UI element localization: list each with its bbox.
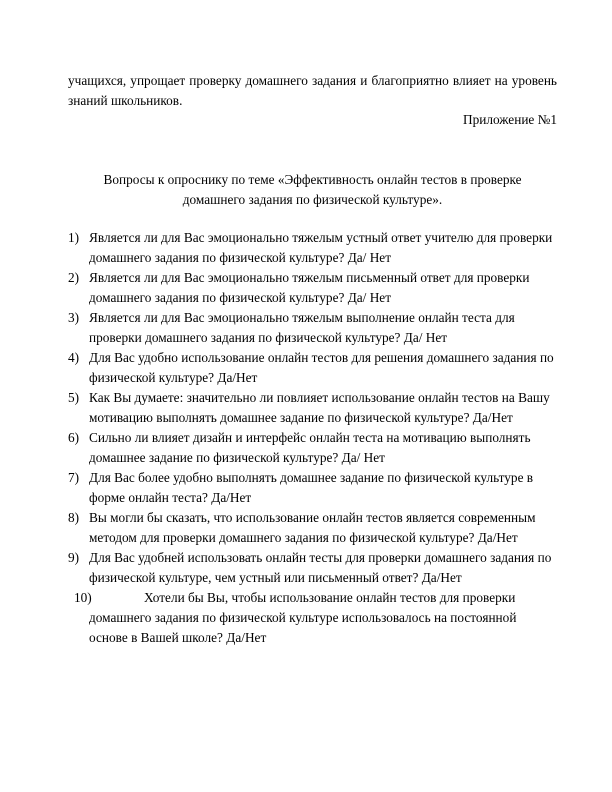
questionnaire-title [68, 170, 557, 210]
question-number: 7) [68, 470, 80, 485]
question-text: Хотели бы Вы, чтобы использование онлайн тестов для проверки домашнего задания по физической культуре использовалось на постоянной основе в Вашей школе? Да/Нет [89, 590, 517, 645]
intro-paragraph [68, 71, 557, 111]
appendix-label: Приложение №1 [462, 112, 557, 127]
question-item [68, 228, 558, 268]
question-item [68, 388, 558, 428]
question-text: Для Вас более удобно выполнять домашнее задание по физической культуре в форме онлайн теста? Да/Нет [89, 470, 534, 505]
question-number: 3) [68, 310, 80, 325]
question-text: Является ли для Вас эмоционально тяжелым устный ответ учителю для проверки домашнего задания по физической культуре? Да/ Нет [89, 230, 553, 265]
question-item [68, 508, 558, 548]
question-number: 6) [68, 430, 80, 445]
title-line-2: домашнего задания по физической культуре». [182, 192, 443, 207]
question-text: Для Вас удобно использование онлайн тестов для решения домашнего задания по физической культуре? Да/Нет [89, 350, 554, 385]
question-number: 1) [68, 230, 80, 245]
question-number: 2) [68, 270, 80, 285]
question-item [68, 348, 558, 388]
question-number: 4) [68, 350, 80, 365]
intro-line-1: учащихся, упрощает проверку домашнего задания и благоприятно влияет на [68, 73, 508, 88]
question-item [68, 308, 558, 348]
question-item [68, 548, 558, 588]
question-list [68, 228, 558, 648]
intro-line-2: уровень знаний школьников. [68, 73, 557, 108]
question-number: 8) [68, 510, 80, 525]
question-text: Для Вас удобней использовать онлайн тесты для проверки домашнего задания по физической культуре, чем устный или письменный ответ? Да/Нет [89, 550, 552, 585]
question-number: 9) [68, 550, 80, 565]
question-text: Является ли для Вас эмоционально тяжелым письменный ответ для проверки домашнего задания по физической культуре? Да/ Нет [89, 270, 530, 305]
question-item [68, 428, 558, 468]
question-item [68, 468, 558, 508]
question-item [68, 588, 558, 648]
question-text: Является ли для Вас эмоционально тяжелым выполнение онлайн теста для проверки домашнего задания по физической культуре? Да/ Нет [89, 310, 515, 345]
question-text: Как Вы думаете: значительно ли повлияет использование онлайн тестов на Вашу мотивацию выполнять домашнее задание по физической культуре? Да/Нет [89, 390, 550, 425]
question-item [68, 268, 558, 308]
question-number: 5) [68, 390, 80, 405]
question-text: Сильно ли влияет дизайн и интерфейс онлайн теста на мотивацию выполнять домашнее задание по физической культуре? Да/ Нет [89, 430, 531, 465]
title-line-1: Вопросы к опроснику по теме «Эффективность онлайн тестов в проверке [103, 172, 522, 187]
question-text: Вы могли бы сказать, что использование онлайн тестов является современным методом для проверки домашнего задания по физической культуре? Да/Нет [89, 510, 536, 545]
question-number: 10) [74, 590, 92, 605]
